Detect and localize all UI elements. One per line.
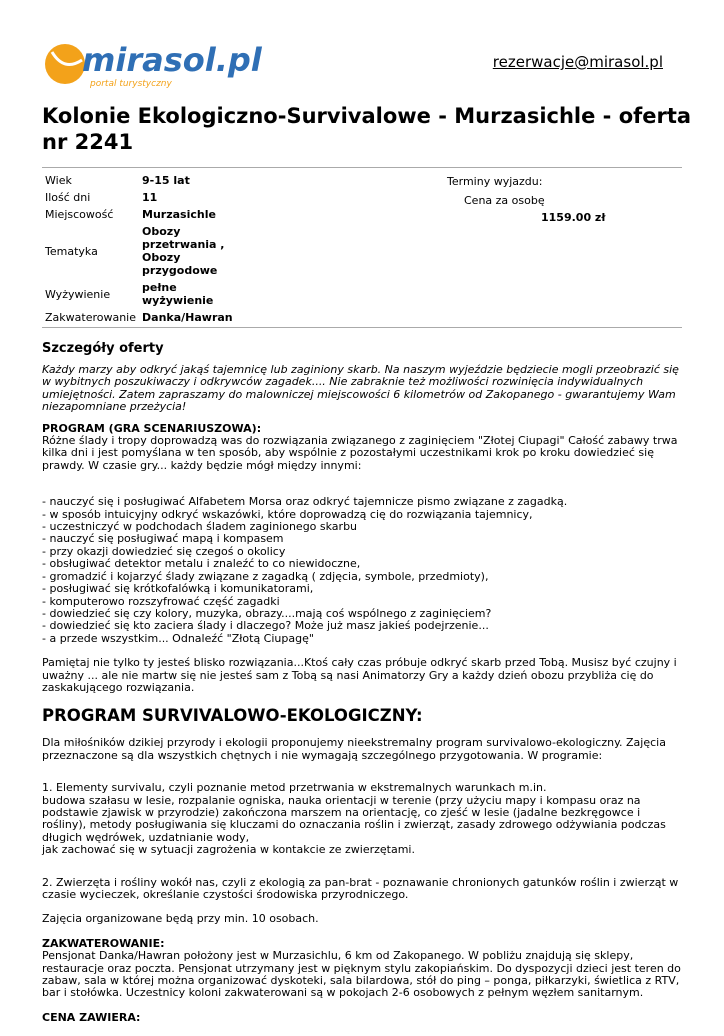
list-item: - nauczyć się i posługiwać Alfabetem Morsa oraz odkryć tajemnicze pismo związane z zagadką. bbox=[42, 495, 568, 509]
program-section bbox=[42, 423, 684, 473]
offer-info-table bbox=[42, 172, 236, 326]
info-row: Miejscowość Murzasichle bbox=[45, 208, 216, 221]
list-item: - posługiwać się krótkofalówką i komunikatorami, bbox=[42, 582, 314, 596]
price-label: Cena za osobę bbox=[464, 194, 545, 207]
info-row: Ilość dni 11 bbox=[45, 191, 158, 204]
program-label: PROGRAM (GRA SCENARIUSZOWA): bbox=[42, 421, 262, 435]
list-item: - uczestniczyć w podchodach śladem zaginionego skarbu bbox=[42, 520, 358, 534]
list-item: - dowiedzieć się czy kolory, muzyka, obrazy....mają coś wspólnego z zaginięciem? bbox=[42, 606, 492, 620]
price-includes-label: CENA ZAWIERA: bbox=[42, 1010, 141, 1024]
divider bbox=[42, 327, 682, 328]
list-item: - a przede wszystkim... Odnaleźć "Złotą Ciupagę" bbox=[42, 631, 314, 645]
info-row: Wyżywienie pełne wyżywienie bbox=[45, 281, 214, 307]
info-row: Zakwaterowanie Danka/Hawran bbox=[45, 311, 233, 324]
info-row: Tematyka Obozy przetrwania , Obozy przygodowe bbox=[45, 225, 225, 277]
closing-text: Pamiętaj nie tylko ty jesteś blisko rozwiązania...Ktoś cały czas próbuje odkryć skarb przed Tobą. Musisz być czujny i uważny ... ale nie martw się nie jesteś sam z Tobą są nasi Animatorzy Gry a każdy dzień obozu przybliża cię do zaskakującego rozwiązania. bbox=[42, 656, 677, 694]
price-value: 1159.00 zł bbox=[541, 211, 606, 224]
minimum-participants: Zajęcia organizowane będą przy min. 10 osobach. bbox=[42, 912, 319, 926]
price-includes-section bbox=[42, 1012, 684, 1024]
info-row: Wiek 9-15 lat bbox=[45, 174, 190, 187]
contact-email-link[interactable]: rezerwacje@mirasol.pl bbox=[492, 53, 663, 71]
accommodation-section bbox=[42, 938, 684, 1000]
details-heading: Szczegóły oferty bbox=[42, 341, 164, 356]
accommodation-text: Pensjonat Danka/Hawran położony jest w Murzasichlu, 6 km od Zakopanego. W pobliżu znajdują się sklepy, restauracje oraz poczta. Pensjonat utrzymany jest w pięknym stylu zakopiańskim. Do dyspozycji dzieci jest teren do zabaw, sala w której można organizować dyskoteki, sala bilardowa, stół do ping – ponga, piłkarzyki, świetlica z RTV, bar i stołówka. Uczestnicy koloni zakwaterowani są w pokojach 2-6 osobowych z pełnym węzłem sanitarnym. bbox=[42, 949, 681, 1000]
program-text: Różne ślady i tropy doprowadzą was do rozwiązania związanego z zaginięciem "Złotej Ciupagi" Całość zabawy trwa kilka dni i jest pomyślana w ten sposób, aby wspólnie z pozostałymi uczestnikami krok po kroku dowiedzieć się prawdy. W czasie gry... każdy będzie mógł między innymi: bbox=[42, 434, 678, 472]
divider bbox=[42, 167, 682, 168]
terms-label: Terminy wyjazdu: bbox=[447, 175, 543, 188]
accommodation-label: ZAKWATEROWANIE: bbox=[42, 936, 165, 950]
survival-heading: PROGRAM SURVIVALOWO-EKOLOGICZNY: bbox=[42, 706, 423, 726]
offer-details bbox=[42, 341, 684, 1036]
logo-text: mirasol.pl bbox=[82, 41, 262, 79]
survival-item-1: 1. Elementy survivalu, czyli poznanie metod przetrwania w ekstremalnych warunkach m.in. budowa szałasu w lesie, rozpalanie ogniska, nauka orientacji w terenie (przy użyciu mapy i kompasu oraz na podstawie zjawisk w przyrodzie) zakończona marszem na orientację, co zjeść w lesie (jadalne bezkręgowce i rośliny), metody posługiwania się kluczami do oznaczania roślin i zwierząt, zasady zdrowego odżywiania podczas długich wędrówek, uzdatnianie wody, jak zachować się w sytuacji zagrożenia w kontakcie ze zwierzętami. bbox=[42, 781, 666, 857]
list-item: - przy okazji dowiedzieć się czegoś o okolicy bbox=[42, 544, 286, 558]
list-item: - w sposób intuicyjny odkryć wskazówki, które doprowadzą cię do rozwiązania tajemnicy, bbox=[42, 507, 533, 521]
logo-tagline: portal turystyczny bbox=[90, 79, 172, 89]
list-item: - dowiedzieć się kto zaciera ślady i dlaczego? Może już masz jakieś podejrzenie... bbox=[42, 619, 489, 633]
survival-item-2: 2. Zwierzęta i rośliny wokół nas, czyli z ekologią za pan-brat - poznawanie chronionych gatunków roślin i zwierząt w czasie wycieczek, określanie czystości środowiska przyrodniczego. bbox=[42, 875, 679, 901]
program-list bbox=[42, 496, 684, 645]
page-title: Kolonie Ekologiczno-Survivalowe - Murzasichle - oferta nr 2241 bbox=[42, 104, 692, 154]
list-item: - nauczyć się posługiwać mapą i kompasem bbox=[42, 532, 284, 546]
survival-intro: Dla miłośników dzikiej przyrody i ekologii proponujemy nieekstremalny program survivalowo-ekologiczny. Zajęcia przeznaczone są dla wszystkich chętnych i nie wymagają szczególnego przygotowania. W programie: bbox=[42, 736, 666, 762]
list-item: - gromadzić i kojarzyć ślady związane z zagadką ( zdjęcia, symbole, przedmioty), bbox=[42, 569, 489, 583]
list-item: - obsługiwać detektor metalu i znaleźć to co niewidoczne, bbox=[42, 557, 361, 571]
list-item: - komputerowo rozszyfrować część zagadki bbox=[42, 594, 280, 608]
mirasol-logo[interactable] bbox=[42, 38, 272, 90]
details-intro: Każdy marzy aby odkryć jakąś tajemnicę lub zaginiony skarb. Na naszym wyjeździe będziecie mogli przeobrazić się w wybitnych poszukiwaczy i odkrywców zagadek.... Nie zabraknie też możliwości rozwinięcia indywidualnych umiejętności. Zatem zapraszamy do malowniczej miejscowości 6 kilometrów od Zakopanego - gwarantujemy Wam niezapomniane przeżycia! bbox=[42, 363, 679, 414]
